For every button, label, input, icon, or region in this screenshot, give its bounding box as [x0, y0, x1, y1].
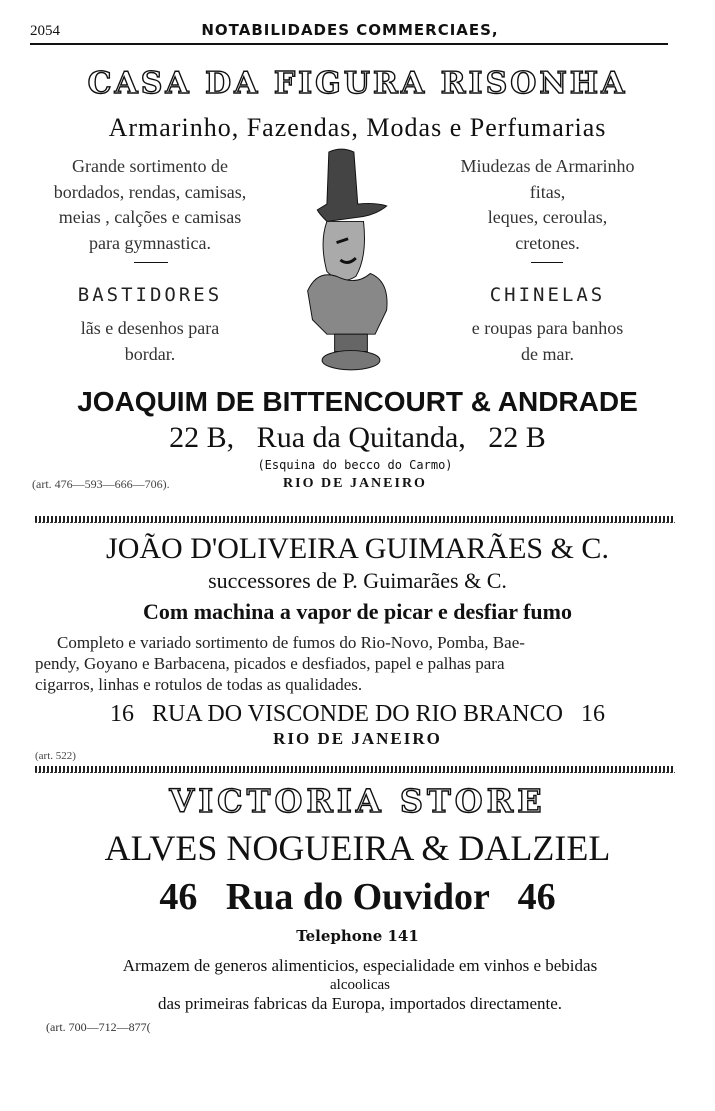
- text-line: bordados, rendas, camisas,: [53, 181, 247, 202]
- divider: [531, 262, 563, 263]
- text-line: meias , calções e camisas: [58, 207, 242, 227]
- ad2-successors: successores de P. Guimarães & C.: [208, 568, 507, 593]
- ad1-right-heading: CHINELAS: [489, 284, 606, 306]
- text-line: pendy, Goyano e Barbacena, picados e desfiados, papel e palhas para: [35, 654, 505, 673]
- text-line: fitas,: [529, 181, 566, 202]
- ad3-description: [30, 956, 690, 1014]
- ad2-company: JOÃO D'OLIVEIRA GUIMARÃES & C.: [106, 532, 609, 565]
- text-line: e roupas para banhos: [471, 318, 624, 338]
- ad1-right-column: [405, 154, 690, 256]
- page-number: 2054: [30, 23, 60, 39]
- ad3-art-reference: (art. 700—712—877(: [46, 1020, 151, 1034]
- text-line: das primeiras fabricas da Europa, importados directamente.: [157, 994, 563, 1013]
- text-line: Grande sortimento de: [72, 156, 228, 176]
- ad1-owner: JOAQUIM DE BITTENCOURT & ANDRADE: [77, 386, 638, 417]
- text-line: bordar.: [124, 343, 176, 364]
- ad3-owner: ALVES NOGUEIRA & DALZIEL: [104, 828, 611, 868]
- ad1-right-column-2: [405, 316, 690, 367]
- divider: [134, 262, 168, 263]
- ad2-art-reference: (art. 522): [35, 750, 76, 762]
- ad2-tagline: Com machina a vapor de picar e desfiar fumo: [143, 599, 572, 624]
- text-line: de mar.: [521, 343, 574, 364]
- ad2-address: 16 RUA DO VISCONDE DO RIO BRANCO 16: [110, 701, 605, 727]
- ad3-telephone: Telephone 141: [296, 927, 419, 945]
- text-line: alcoolicas: [330, 977, 390, 993]
- text-line: leques, ceroulas,: [487, 207, 608, 227]
- wavy-divider: [35, 516, 675, 523]
- ad1-left-column-2: [0, 316, 300, 367]
- header-rule: [30, 43, 668, 45]
- text-line: Completo e variado sortimento de fumos do Rio-Novo, Pomba, Bae-: [57, 633, 525, 652]
- text-line: para gymnastica.: [89, 232, 211, 253]
- ad1-corner: (Esquina do becco do Carmo): [257, 458, 453, 472]
- ad1-subtitle: Armarinho, Fazendas, Modas e Perfumarias: [108, 113, 607, 142]
- ad2-city: RIO DE JANEIRO: [273, 729, 442, 748]
- text-line: lãs e desenhos para: [80, 318, 220, 338]
- ad1-left-column: [0, 154, 300, 256]
- ad2-description: [35, 632, 680, 695]
- ad1-city: RIO DE JANEIRO: [283, 476, 427, 491]
- laughing-figure-bust-illustration: [298, 142, 404, 377]
- text-line: Miudezas de Armarinho: [460, 156, 635, 176]
- ad1-left-heading: BASTIDORES: [77, 284, 223, 306]
- ad1-address: 22 B, Rua da Quitanda, 22 B: [169, 421, 546, 454]
- text-line: cretones.: [515, 232, 580, 253]
- ad3-address: 46 Rua do Ouvidor 46: [159, 876, 556, 918]
- text-line: cigarros, linhas e rotulos de todas as qualidades.: [35, 675, 363, 694]
- wavy-divider: [35, 766, 675, 773]
- running-title: NOTABILIDADES COMMERCIAES,: [201, 21, 499, 39]
- ad1-shop-name: CASA DA FIGURA RISONHA: [87, 66, 628, 101]
- ad1-art-reference: (art. 476—593—666—706).: [32, 477, 170, 491]
- text-line: Armazem de generos alimenticios, especialidade em vinhos e bebidas: [122, 956, 598, 975]
- ad3-store-name: VICTORIA STORE: [169, 782, 546, 820]
